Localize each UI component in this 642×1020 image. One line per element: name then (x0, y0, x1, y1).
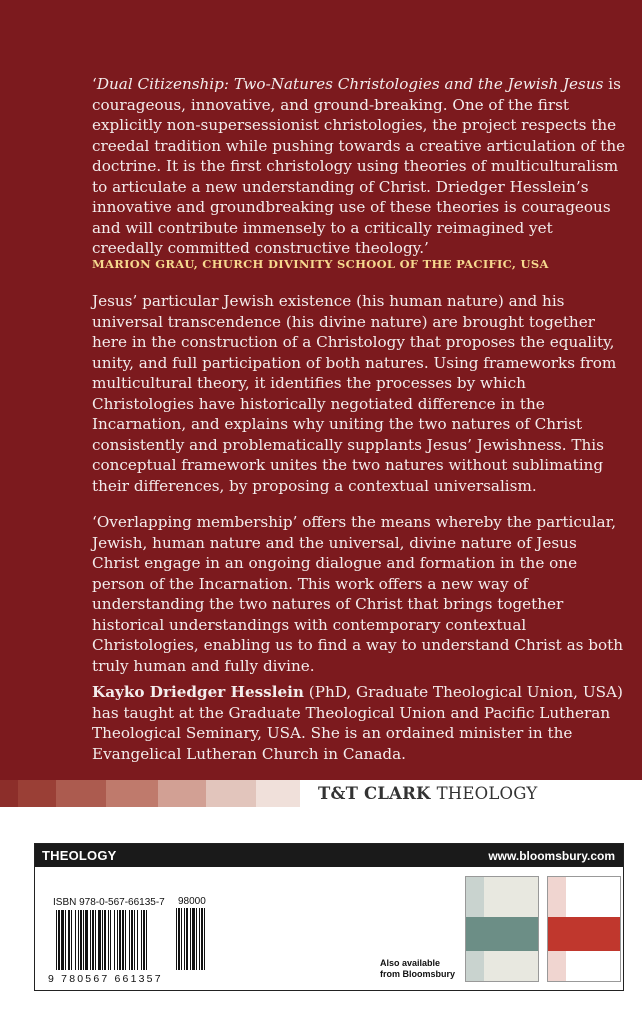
stripe (158, 780, 206, 807)
addon-bar (190, 908, 191, 970)
barcode-bar (68, 910, 70, 970)
barcode-bar (129, 910, 130, 970)
addon-bar (204, 908, 205, 970)
description-paragraph-1: Jesus’ particular Jewish existence (his human nature) and his universal transcendence (his divine nature) are brought together here in the construction of a Christology that proposes the equality, unity, and full participation of both natures. Using frameworks from multicultural theory, it identifies the processes by which Christologies have historically negotiated difference in the Incarnation, and explains why uniting the two natures of Christ consistently and problematically supplants Jesus’ Jewishness. This conceptual framework unites the two natures without sublimating their differences, by proposing a contextual universalism. (92, 292, 617, 495)
barcode-bar (134, 910, 135, 970)
barcode-bar (108, 910, 109, 970)
endorsement-attribution: MARION GRAU, CHURCH DIVINITY SCHOOL OF THE PACIFIC, USA (92, 257, 549, 271)
barcode-graphic (46, 876, 214, 984)
cover-title-band (466, 917, 538, 951)
barcode-bar (141, 910, 142, 970)
addon-bar (181, 908, 182, 970)
barcode-bar (137, 910, 138, 970)
barcode-bar (102, 910, 103, 970)
addon-bar (178, 908, 180, 970)
addon-bar (199, 908, 200, 970)
quoted-book-title: Dual Citizenship: Two-Natures Christologies and the Jewish Jesus (96, 75, 604, 93)
stripe (18, 780, 56, 807)
author-bio (92, 682, 626, 764)
barcode-bar (92, 910, 94, 970)
cover-title-band (548, 917, 620, 951)
barcode-bar (58, 910, 60, 970)
stripe (256, 780, 300, 807)
isbn-number: ISBN 978-0-567-66135-7 (53, 897, 165, 908)
barcode-bar (114, 910, 115, 970)
barcode-bar (56, 910, 57, 970)
author-bio-text: (PhD, Graduate Theological Union, USA) has taught at the Graduate Theological Union and Pacific Lutheran Theological Seminary, USA. She is an ordained minister in the Evangelical Lutheran Church in Canada. (92, 683, 623, 763)
barcode-bar (85, 910, 88, 970)
related-book-cover (465, 876, 539, 982)
category-label: THEOLOGY (42, 848, 117, 863)
barcode-bar (80, 910, 82, 970)
barcode-bar (143, 910, 145, 970)
addon-bar (196, 908, 197, 970)
addon-bar (186, 908, 188, 970)
panel-header (35, 844, 623, 867)
barcode-bar (71, 910, 72, 970)
barcode-bar (146, 910, 147, 970)
barcode-bar (104, 910, 106, 970)
publisher-url: www.bloomsbury.com (488, 849, 615, 863)
publisher-brand (300, 780, 642, 807)
barcode-bar (122, 910, 124, 970)
addon-bar (176, 908, 177, 970)
barcode-bar (117, 910, 118, 970)
stripe (106, 780, 158, 807)
also-available-note (380, 958, 455, 980)
barcode-bar (131, 910, 133, 970)
barcode-panel (34, 843, 624, 991)
related-book-cover (547, 876, 621, 982)
price-code: 98000 (178, 896, 206, 907)
endorsement-quote: ‘Dual Citizenship: Two-Natures Christologies and the Jewish Jesus is courageous, innovative, and ground-breaking. One of the first explicitly non-supersessionist christologies, the project respects the creedal tradition while pushing towards a creative articulation of the doctrine. It is the first christology using theories of multiculturalism to articulate a new understanding of Christ. Driedger Hesslein’s innovative and groundbreaking use of these theories is courageous and will contribute immensely to a critically reimagined yet creedally committed constructive theology.’ (92, 75, 626, 257)
series-name: THEOLOGY (436, 784, 538, 803)
addon-bar (184, 908, 185, 970)
description-paragraph-2: ‘Overlapping membership’ offers the means whereby the particular, Jewish, human nature and the universal, divine nature of Jesus Christ engage in an ongoing dialogue and formation in the one person of the Incarnation. This work offers a new way of understanding the two natures of Christ that brings together historical understandings with contemporary contextual Christologies, enabling us to find a way to understand Christ as both truly human and fully divine. (92, 513, 624, 675)
barcode-bar (78, 910, 79, 970)
barcode-bar (95, 910, 96, 970)
stripe (0, 780, 18, 807)
addon-bar (201, 908, 203, 970)
barcode-bar (61, 910, 64, 970)
also-available-line: Also available (380, 958, 441, 968)
stripe (206, 780, 256, 807)
barcode-bar (65, 910, 66, 970)
barcode-bar (125, 910, 126, 970)
barcode-bar (98, 910, 101, 970)
publisher-name: T&T CLARK (318, 784, 431, 803)
barcode-bar (110, 910, 111, 970)
barcode-bar (83, 910, 84, 970)
addon-bar (192, 908, 195, 970)
barcode-digits: 9 780567 661357 (48, 973, 163, 984)
author-name: Kayko Driedger Hesslein (92, 683, 304, 701)
barcode-bar (119, 910, 121, 970)
endorsement-text: is courageous, innovative, and ground-breaking. One of the first explicitly non-supersessionist christologies, the project respects the creedal tradition while pushing towards a creative articulation of the doctrine. It is the first christology using theories of multiculturalism to articulate a new understanding of Christ. Driedger Hesslein’s innovative and groundbreaking use of these theories is courageous and will contribute immensely to a critically reimagined yet creedally committed constructive theology.’ (92, 75, 626, 257)
barcode-bar (90, 910, 91, 970)
barcode-bar (75, 910, 76, 970)
from-bloomsbury-line: from Bloomsbury (380, 969, 456, 979)
stripe (56, 780, 106, 807)
isbn-barcode (46, 876, 214, 984)
